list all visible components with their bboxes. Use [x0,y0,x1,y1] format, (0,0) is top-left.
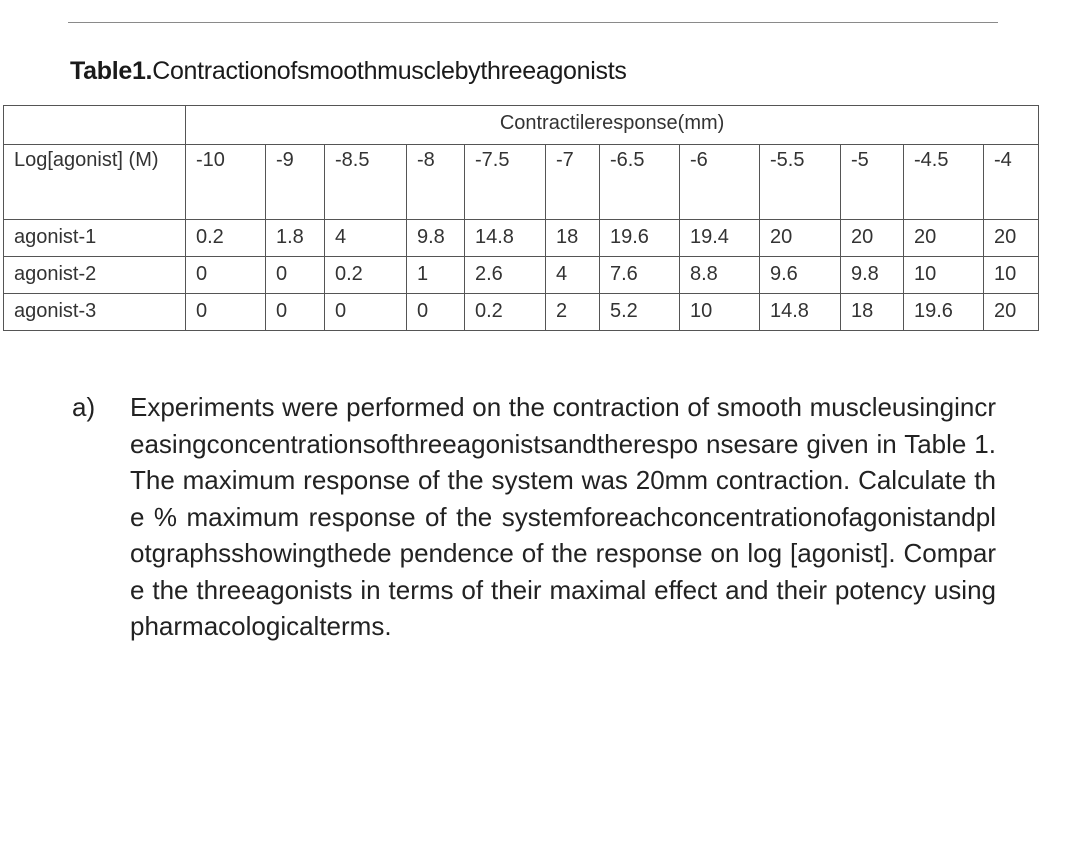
table-cell: 20 [984,294,1039,331]
table-cell: 18 [546,220,600,257]
table-caption [70,57,627,86]
top-divider [68,22,998,23]
log-value-cell: -8.5 [325,145,407,220]
table-cell: 1 [407,257,465,294]
contractile-response-header: Contractileresponse(mm) [186,106,1039,145]
header-row [4,106,1039,145]
log-value-cell: -7 [546,145,600,220]
table-cell: 0.2 [186,220,266,257]
log-value-cell: -6.5 [600,145,680,220]
table-cell: 0 [266,294,325,331]
question-text: Experiments were performed on the contraction of smooth muscleusingincreasingconcentrationsofthreeagonistsandtherespo nsesare given in Table 1. The maximum response of the system was 20mm contraction. Calculate the % maximum response of the systemforeachconcentrationofagonistandplotgraphsshowingthede pendence of the response on log [agonist]. Compare the threeagonists in terms of their maximal effect and their potency usingpharmacologicalterms. [130,392,996,641]
agonist-2-label: agonist-2 [4,257,186,294]
agonist-2-row [4,257,1039,294]
table-cell: 7.6 [600,257,680,294]
log-value-cell: -10 [186,145,266,220]
table-cell: 0 [407,294,465,331]
table-cell: 18 [841,294,904,331]
agonist-3-row [4,294,1039,331]
table-cell: 20 [841,220,904,257]
table-cell: 14.8 [760,294,841,331]
log-value-cell: -4 [984,145,1039,220]
question-label: a) [72,392,96,422]
log-value-cell: -6 [680,145,760,220]
contraction-table [3,105,1039,331]
table-cell: 0 [186,294,266,331]
table-cell: 0 [325,294,407,331]
agonist-3-label: agonist-3 [4,294,186,331]
header-empty-cell [4,106,186,145]
log-value-cell: -7.5 [465,145,546,220]
log-agonist-label: Log[agonist] (M) [4,145,186,220]
log-value-cell: -9 [266,145,325,220]
log-value-cell: -8 [407,145,465,220]
table-cell: 10 [984,257,1039,294]
agonist-1-label: agonist-1 [4,220,186,257]
table-cell: 8.8 [680,257,760,294]
table-cell: 4 [546,257,600,294]
table-cell: 20 [760,220,841,257]
table-cell: 20 [984,220,1039,257]
table-cell: 2.6 [465,257,546,294]
table-cell: 0 [186,257,266,294]
table-cell: 9.8 [407,220,465,257]
table-cell: 19.6 [600,220,680,257]
log-value-cell: -5 [841,145,904,220]
table-cell: 14.8 [465,220,546,257]
caption-text: Contractionofsmoothmusclebythreeagonists [152,57,627,85]
table-cell: 20 [904,220,984,257]
table-cell: 0.2 [465,294,546,331]
agonist-1-row [4,220,1039,257]
table-cell: 10 [904,257,984,294]
table-cell: 2 [546,294,600,331]
table-cell: 4 [325,220,407,257]
table-cell: 10 [680,294,760,331]
caption-number: Table1. [70,57,153,85]
log-value-cell: -5.5 [760,145,841,220]
log-agonist-row [4,145,1039,220]
table-cell: 5.2 [600,294,680,331]
table-cell: 9.6 [760,257,841,294]
table-cell: 19.4 [680,220,760,257]
table-cell: 1.8 [266,220,325,257]
log-value-cell: -4.5 [904,145,984,220]
table-cell: 9.8 [841,257,904,294]
table-cell: 19.6 [904,294,984,331]
table-cell: 0.2 [325,257,407,294]
table-cell: 0 [266,257,325,294]
